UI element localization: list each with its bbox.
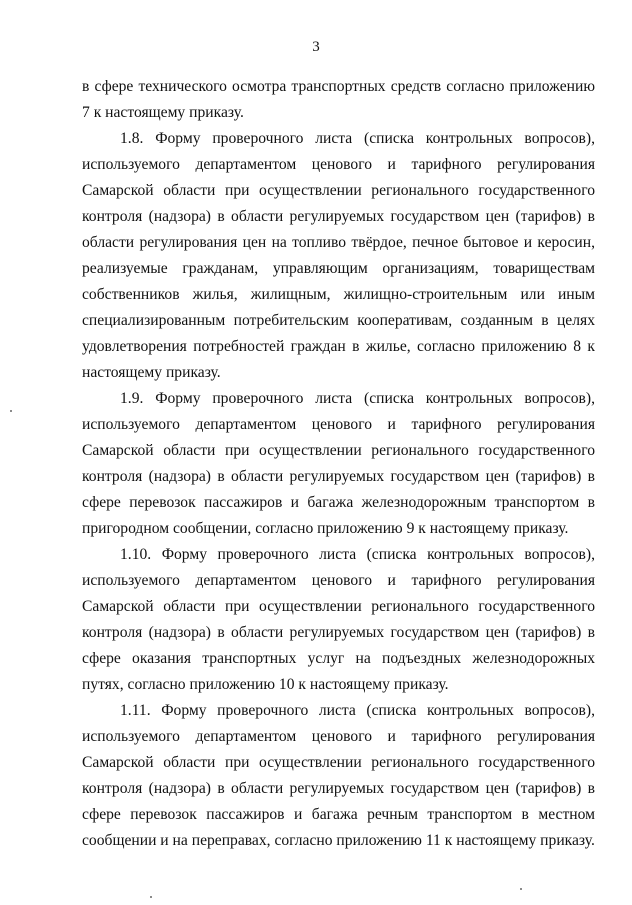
paragraph-item-1-11: 1.11. Форму проверочного листа (списка контрольных вопросов), используемого департаментом ценового и тарифного регулирования Самарской области при осуществлении регионального государственного контроля (надзора) в области регулируемых государством цен (тарифов) в сфере перевозок пассажиров и багажа речным транспортом в местном сообщении и на переправах, согласно приложению 11 к настоящему приказу.	[82, 702, 595, 849]
scan-speck	[520, 888, 522, 890]
document-body	[82, 74, 595, 854]
scan-speck	[150, 896, 152, 898]
paragraph-item-1-9: 1.9. Форму проверочного листа (списка контрольных вопросов), используемого департаментом ценового и тарифного регулирования Самарской области при осуществлении регионального государственного контроля (надзора) в области регулируемых государством цен (тарифов) в сфере перевозок пассажиров и багажа железнодорожным транспортом в пригородном сообщении, согласно приложению 9 к настоящему приказу.	[82, 390, 595, 537]
paragraph-item-1-8: 1.8. Форму проверочного листа (списка контрольных вопросов), используемого департаментом ценового и тарифного регулирования Самарской области при осуществлении регионального государственного контроля (надзора) в области регулируемых государством цен (тарифов) в области регулирования цен на топливо твёрдое, печное бытовое и керосин, реализуемые гражданам, управляющим организациям, товариществам собственников жилья, жилищным, жилищно-строительным или иным специализированным потребительским кооперативам, созданным в целях удовлетворения потребностей граждан в жилье, согласно приложению 8 к настоящему приказу.	[82, 130, 595, 381]
scan-speck	[10, 410, 12, 412]
paragraph-continuation: в сфере технического осмотра транспортных средств согласно приложению 7 к настоящему приказу.	[82, 78, 595, 121]
page-number: 3	[312, 39, 320, 55]
paragraph-item-1-10: 1.10. Форму проверочного листа (списка контрольных вопросов), используемого департаментом ценового и тарифного регулирования Самарской области при осуществлении регионального государственного контроля (надзора) в области регулируемых государством цен (тарифов) в сфере оказания транспортных услуг на подъездных железнодорожных путях, согласно приложению 10 к настоящему приказу.	[82, 546, 595, 693]
